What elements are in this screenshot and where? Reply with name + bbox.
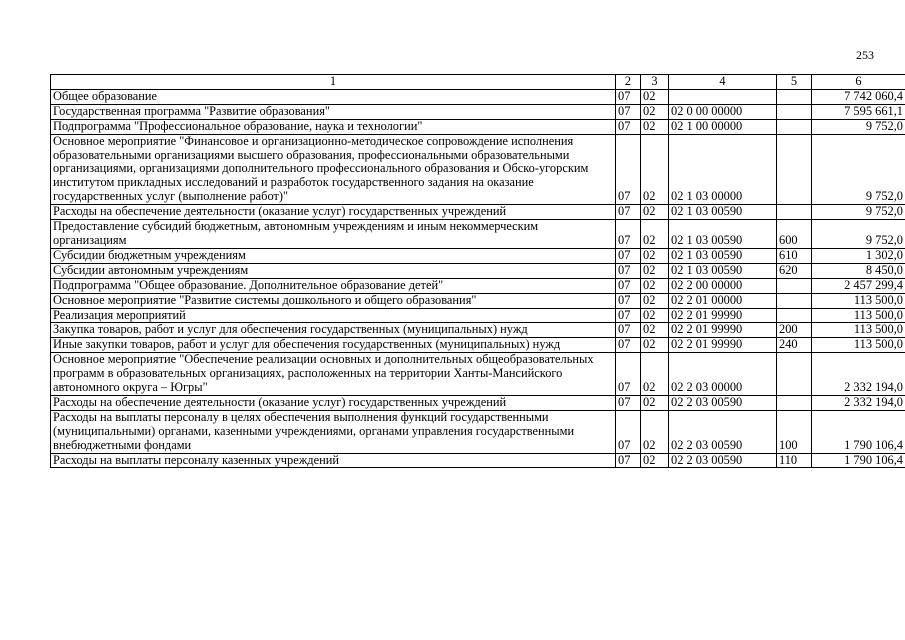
chapter-code: 07 (616, 353, 641, 396)
chapter-code: 07 (616, 293, 641, 308)
item-name: Предоставление субсидий бюджетным, автономным учреждениям и иным некоммерческим организациям (51, 220, 616, 249)
target-article-code: 02 2 01 99990 (669, 323, 777, 338)
subsection-code: 02 (641, 353, 669, 396)
amount: 1 790 106,4 (812, 453, 905, 468)
subsection-code: 02 (641, 220, 669, 249)
expense-type-code: 100 (777, 410, 812, 453)
item-name: Основное мероприятие "Развитие системы дошкольного и общего образования" (51, 293, 616, 308)
item-name: Общее образование (51, 89, 616, 104)
column-header: 4 (669, 75, 777, 90)
expense-type-code (777, 104, 812, 119)
amount: 9 752,0 (812, 205, 905, 220)
item-name: Государственная программа "Развитие образования" (51, 104, 616, 119)
expense-type-code (777, 353, 812, 396)
amount: 1 302,0 (812, 248, 905, 263)
target-article-code: 02 2 03 00590 (669, 410, 777, 453)
expense-type-code: 620 (777, 263, 812, 278)
column-header: 3 (641, 75, 669, 90)
amount: 9 752,0 (812, 134, 905, 205)
amount: 9 752,0 (812, 220, 905, 249)
column-header: 5 (777, 75, 812, 90)
item-name: Расходы на обеспечение деятельности (оказание услуг) государственных учреждений (51, 205, 616, 220)
column-header: 6 (812, 75, 905, 90)
expense-type-code (777, 308, 812, 323)
table-row (51, 353, 905, 396)
page-number: 253 (856, 48, 874, 62)
subsection-code: 02 (641, 323, 669, 338)
target-article-code: 02 1 03 00590 (669, 248, 777, 263)
table-row (51, 308, 905, 323)
subsection-code: 02 (641, 104, 669, 119)
subsection-code: 02 (641, 248, 669, 263)
target-article-code: 02 1 03 00000 (669, 134, 777, 205)
target-article-code: 02 2 01 99990 (669, 338, 777, 353)
chapter-code: 07 (616, 220, 641, 249)
subsection-code: 02 (641, 338, 669, 353)
item-name: Подпрограмма "Профессиональное образование, наука и технологии" (51, 119, 616, 134)
expense-type-code: 240 (777, 338, 812, 353)
chapter-code: 07 (616, 410, 641, 453)
subsection-code: 02 (641, 453, 669, 468)
target-article-code: 02 2 03 00590 (669, 453, 777, 468)
table-row (51, 338, 905, 353)
chapter-code: 07 (616, 263, 641, 278)
amount: 2 332 194,0 (812, 353, 905, 396)
expense-type-code (777, 119, 812, 134)
target-article-code: 02 1 03 00590 (669, 205, 777, 220)
amount: 2 457 299,4 (812, 278, 905, 293)
table-header-row (51, 75, 905, 90)
amount: 1 790 106,4 (812, 410, 905, 453)
chapter-code: 07 (616, 453, 641, 468)
subsection-code: 02 (641, 119, 669, 134)
item-name: Расходы на выплаты персоналу казенных учреждений (51, 453, 616, 468)
chapter-code: 07 (616, 104, 641, 119)
subsection-code: 02 (641, 89, 669, 104)
table-row (51, 134, 905, 205)
expense-type-code: 610 (777, 248, 812, 263)
budget-table (50, 74, 905, 468)
item-name: Субсидии автономным учреждениям (51, 263, 616, 278)
column-header: 2 (616, 75, 641, 90)
target-article-code: 02 1 00 00000 (669, 119, 777, 134)
amount: 113 500,0 (812, 293, 905, 308)
target-article-code: 02 2 01 99990 (669, 308, 777, 323)
table-row (51, 395, 905, 410)
chapter-code: 07 (616, 89, 641, 104)
target-article-code: 02 0 00 00000 (669, 104, 777, 119)
table-row (51, 410, 905, 453)
item-name: Расходы на обеспечение деятельности (оказание услуг) государственных учреждений (51, 395, 616, 410)
item-name: Реализация мероприятий (51, 308, 616, 323)
amount: 7 742 060,4 (812, 89, 905, 104)
table-row (51, 323, 905, 338)
chapter-code: 07 (616, 338, 641, 353)
chapter-code: 07 (616, 395, 641, 410)
subsection-code: 02 (641, 205, 669, 220)
expense-type-code (777, 134, 812, 205)
table-row (51, 89, 905, 104)
table-row (51, 248, 905, 263)
target-article-code: 02 1 03 00590 (669, 220, 777, 249)
table-row (51, 119, 905, 134)
amount: 7 595 661,1 (812, 104, 905, 119)
expense-type-code: 110 (777, 453, 812, 468)
subsection-code: 02 (641, 278, 669, 293)
target-article-code: 02 2 00 00000 (669, 278, 777, 293)
amount: 113 500,0 (812, 338, 905, 353)
item-name: Расходы на выплаты персоналу в целях обеспечения выполнения функций государственными (муниципальными) органами, казенными учреждениями, органами управления государственными внебюджетными фондами (51, 410, 616, 453)
expense-type-code (777, 293, 812, 308)
item-name: Подпрограмма "Общее образование. Дополнительное образование детей" (51, 278, 616, 293)
target-article-code: 02 2 03 00590 (669, 395, 777, 410)
chapter-code: 07 (616, 248, 641, 263)
expense-type-code (777, 205, 812, 220)
amount: 8 450,0 (812, 263, 905, 278)
chapter-code: 07 (616, 278, 641, 293)
table-row (51, 453, 905, 468)
expense-type-code: 200 (777, 323, 812, 338)
subsection-code: 02 (641, 395, 669, 410)
subsection-code: 02 (641, 308, 669, 323)
chapter-code: 07 (616, 205, 641, 220)
subsection-code: 02 (641, 263, 669, 278)
item-name: Основное мероприятие "Финансовое и организационно-методическое сопровождение исполнения образовательными организациями высшего образования, профессиональными образовательными организациями, организациями дополнительного профессионального образования и Обско-угорским институтом прикладных исследований и разработок государственного задания на оказание государственных услуг (выполнение работ)" (51, 134, 616, 205)
item-name: Закупка товаров, работ и услуг для обеспечения государственных (муниципальных) нужд (51, 323, 616, 338)
table-row (51, 104, 905, 119)
chapter-code: 07 (616, 323, 641, 338)
table-row (51, 205, 905, 220)
table-row (51, 263, 905, 278)
item-name: Основное мероприятие "Обеспечение реализации основных и дополнительных общеобразовательных программ в образовательных организациях, расположенных на территории Ханты-Мансийского автономного округа – Югры" (51, 353, 616, 396)
subsection-code: 02 (641, 293, 669, 308)
item-name: Иные закупки товаров, работ и услуг для обеспечения государственных (муниципальных) нужд (51, 338, 616, 353)
target-article-code: 02 1 03 00590 (669, 263, 777, 278)
subsection-code: 02 (641, 134, 669, 205)
subsection-code: 02 (641, 410, 669, 453)
amount: 113 500,0 (812, 308, 905, 323)
amount: 9 752,0 (812, 119, 905, 134)
item-name: Субсидии бюджетным учреждениям (51, 248, 616, 263)
expense-type-code (777, 278, 812, 293)
column-header: 1 (51, 75, 616, 90)
table-row (51, 278, 905, 293)
expense-type-code: 600 (777, 220, 812, 249)
chapter-code: 07 (616, 134, 641, 205)
target-article-code (669, 89, 777, 104)
target-article-code: 02 2 01 00000 (669, 293, 777, 308)
table-row (51, 293, 905, 308)
table-row (51, 220, 905, 249)
target-article-code: 02 2 03 00000 (669, 353, 777, 396)
expense-type-code (777, 89, 812, 104)
chapter-code: 07 (616, 119, 641, 134)
amount: 2 332 194,0 (812, 395, 905, 410)
chapter-code: 07 (616, 308, 641, 323)
amount: 113 500,0 (812, 323, 905, 338)
expense-type-code (777, 395, 812, 410)
